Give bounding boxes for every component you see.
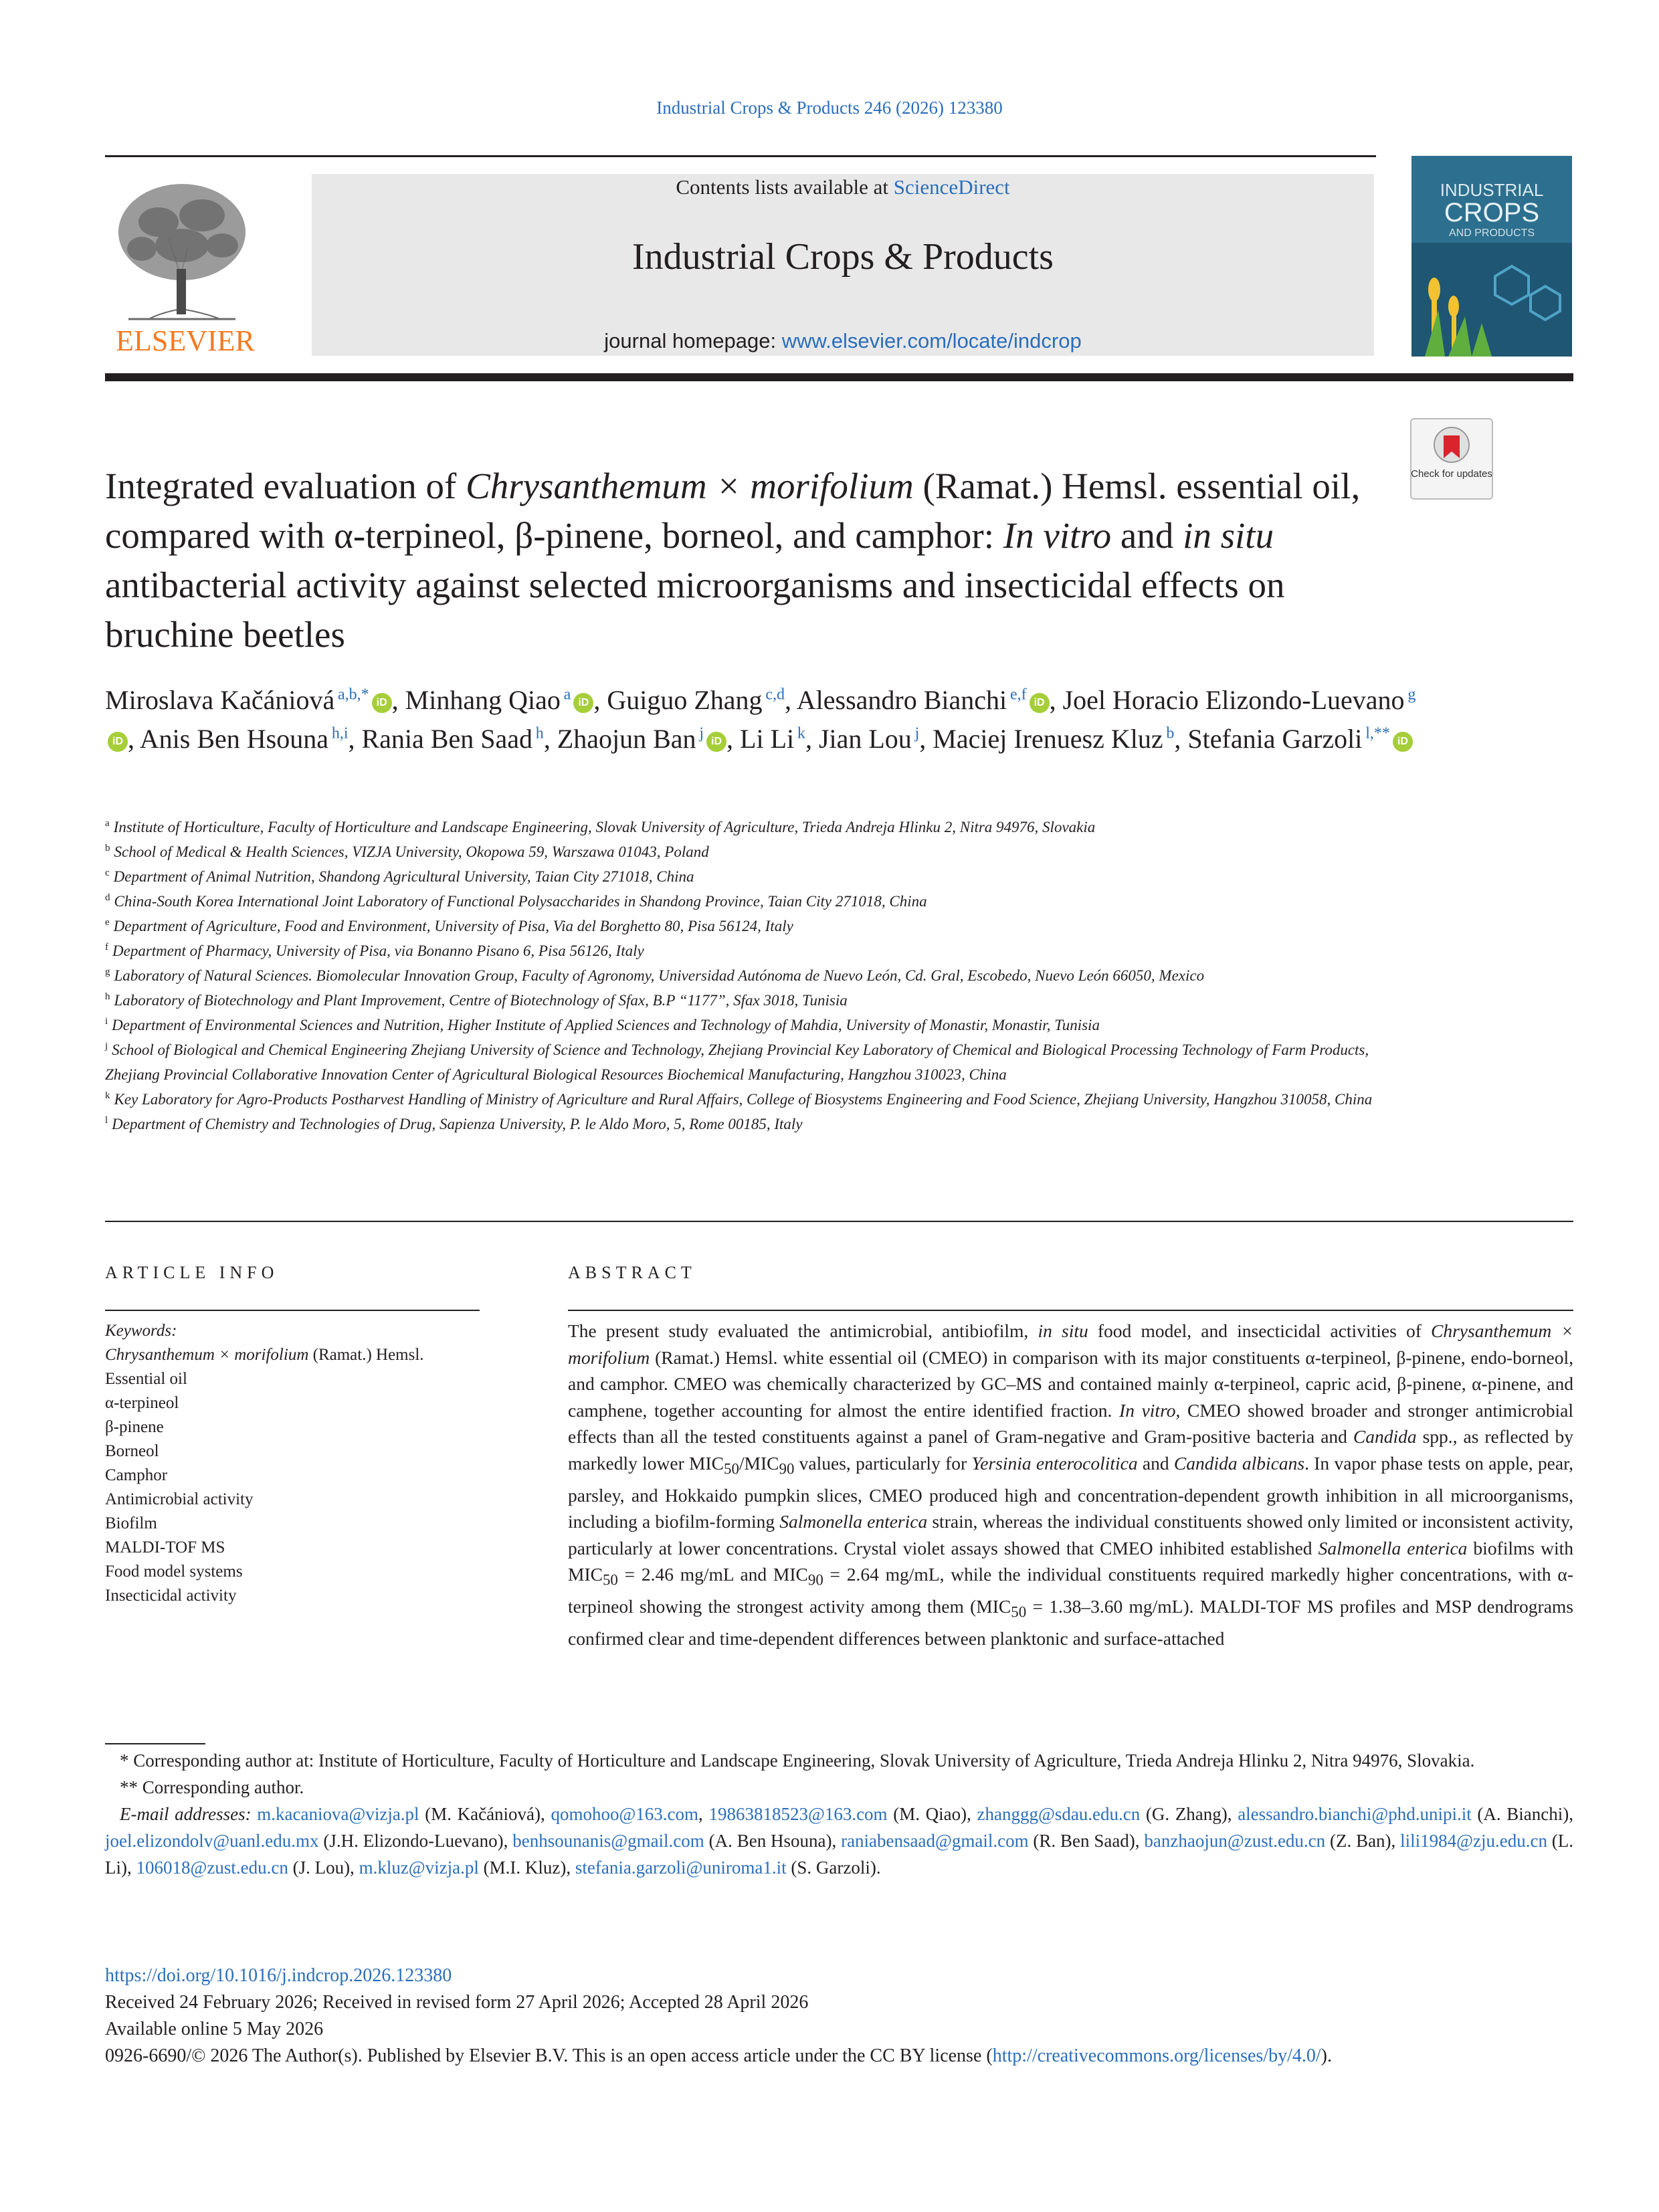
- author[interactable]: [557, 724, 726, 754]
- email-link[interactable]: banzhaojun@zust.edu.cn: [1144, 1831, 1326, 1851]
- author[interactable]: [819, 724, 919, 754]
- title-species: Chrysanthemum × morifolium: [466, 466, 914, 506]
- corresponding-author-note: * Corresponding author at: Institute of Horticulture, Faculty of Horticulture and Landscape Engineering, Slovak University of Agriculture, Trieda Andreja Hlinku 2, Nitra 94976, Slovakia.: [120, 1750, 1475, 1771]
- author[interactable]: [405, 685, 594, 715]
- author-affiliation-marker[interactable]: a: [560, 686, 571, 704]
- email-link[interactable]: benhsounanis@gmail.com: [512, 1831, 704, 1851]
- article-title: [105, 462, 1416, 660]
- crossmark-label: Check for updates: [1411, 468, 1492, 480]
- email-link[interactable]: alessandro.bianchi@phd.unipi.it: [1238, 1804, 1472, 1824]
- section-rule: [105, 1221, 1573, 1222]
- affiliation-item: [105, 988, 1376, 1013]
- affiliation-text: Laboratory of Biotechnology and Plant Improvement, Centre of Biotechnology of Sfax, B.P “1177”, Sfax 3018, Tunisia: [114, 992, 848, 1009]
- elsevier-logo[interactable]: [102, 175, 269, 356]
- affiliation-item: [105, 864, 1376, 889]
- keyword-item: Insecticidal activity: [105, 1587, 237, 1605]
- title-in-vitro: In vitro: [1003, 515, 1112, 556]
- homepage-prefix: journal homepage:: [604, 329, 782, 353]
- keyword-item: β-pinene: [105, 1418, 164, 1436]
- keyword-item: [105, 1343, 480, 1367]
- affiliation-item: [105, 839, 1376, 864]
- elsevier-wordmark: ELSEVIER: [116, 324, 255, 356]
- author[interactable]: [140, 724, 349, 754]
- author-name[interactable]: Alessandro Bianchi: [796, 685, 1007, 715]
- footnote-rule: [105, 1743, 205, 1744]
- email-link[interactable]: m.kacaniova@vizja.pl: [257, 1804, 419, 1824]
- affiliation-text: Department of Pharmacy, University of Pisa, via Bonanno Pisano 6, Pisa 56126, Italy: [112, 942, 644, 959]
- author-name[interactable]: Minhang Qiao: [405, 685, 561, 715]
- journal-cover-thumbnail[interactable]: [1411, 156, 1572, 357]
- orcid-icon[interactable]: iD: [1393, 732, 1413, 752]
- author[interactable]: [362, 724, 544, 754]
- author-list: Miroslava Kačániová $^{a,b,*}$ iD , Minhang Qiao $^a$ iD , Guiguo Zhang $^{c,d}$, Alessandro Bianchi $^{e,f}$ iD , Joel Horacio Elizondo-Luevano $^g$iD , Anis Ben Hsouna $^{h,i}$, Rania Ben Saad $^h$, Zhaojun Ban $^j$ iD , Li Li $^k$, Jian Lou $^j$, Maciej Irenuesz Kluz $^b$, Stefania Garzoli $^{l,**}$ iD: [105, 685, 1416, 754]
- affiliation-item: [105, 1037, 1376, 1087]
- author[interactable]: [797, 685, 1050, 715]
- title-part-3: antibacterial activity against selected microorganisms and insecticidal effects on bruchine beetles: [105, 565, 1285, 655]
- keywords-label: Keywords:: [105, 1322, 177, 1340]
- author-name[interactable]: Li Li: [740, 724, 795, 754]
- author[interactable]: [933, 724, 1174, 754]
- keyword-item: Food model systems: [105, 1563, 243, 1581]
- affiliation-letter: f: [105, 942, 108, 953]
- keyword-list: [105, 1367, 480, 1608]
- keyword-species: Chrysanthemum × morifolium: [105, 1346, 309, 1364]
- available-online: Available online 5 May 2026: [105, 2019, 324, 2039]
- title-in-situ: in situ: [1183, 515, 1274, 556]
- affiliation-text: Department of Environmental Sciences and Nutrition, Higher Institute of Applied Sciences and Technology of Mahdia, University of Monastir, Monastir, Tunisia: [112, 1017, 1100, 1033]
- email-link[interactable]: 106018@zust.edu.cn: [136, 1857, 288, 1878]
- author-affiliation-marker[interactable]: e,f: [1007, 686, 1027, 704]
- keyword-item: Biofilm: [105, 1514, 157, 1532]
- journal-name: Industrial Crops & Products: [632, 236, 1054, 278]
- received-dates: Received 24 February 2026; Received in revised form 27 April 2026; Accepted 28 April 2026: [105, 1992, 809, 2013]
- affiliation-text: Laboratory of Natural Sciences. Biomolecular Innovation Group, Faculty of Agronomy, Universidad Autónoma de Nuevo León, Cd. Gral, Escobedo, Nuevo León 66050, Mexico: [114, 967, 1205, 984]
- email-link[interactable]: stefania.garzoli@uniroma1.it: [575, 1857, 787, 1878]
- affiliation-text: Department of Chemistry and Technologies of Drug, Sapienza University, P. le Aldo Moro, 5, Rome 00185, Italy: [112, 1116, 803, 1132]
- keyword-item: Essential oil: [105, 1370, 187, 1388]
- journal-cover-image: [1411, 156, 1572, 357]
- keyword-item: α-terpineol: [105, 1394, 179, 1412]
- abstract-text: The present study evaluated the antimicrobial, antibiofilm, in situ food model, and insecticidal activities of Chrysanthemum × morifolium (Ramat.) Hemsl. white essential oil (CMEO) in comparison with its major constituents α-terpineol, β-pinene, endo-borneol, and camphor. CMEO was chemically characterized by GC–MS and contained mainly α-terpineol, capric acid, β-pinene, α-pinene, and camphene, together accounting for almost the entire identified fraction. In vitro, CMEO showed broader and stronger antimicrobial effects than all the tested constituents against a panel of Gram-negative and Gram-positive bacteria and Candida spp., as reflected by markedly lower $MIC_{50}/MIC_{90}$ values, particularly for Yersinia enterocolitica and Candida albicans. In vapor phase tests on apple, pear, parsley, and Hokkaido pumpkin slices, CMEO produced high and concentration-dependent growth inhibition in all microorganisms, including a biofilm-forming Salmonella enterica strain, whereas the individual constituents showed only limited or inconsistent activity, particularly at lower concentrations. Crystal violet assays showed that CMEO inhibited established Salmonella enterica biofilms with $MIC_{50} = 2.46$ mg/mL and $MIC_{90} = 2.64$ mg/mL, while the individual constituents required markedly higher concentrations, with α-terpineol showing the strongest activity among them ($MIC_{50} = 1.38-3.60$ mg/mL). MALDI-TOF MS profiles and MSP dendrograms confirmed clear and time-dependent differences between planktonic and surface-attached: [568, 1320, 1574, 1649]
- author-affiliation-marker[interactable]: k: [794, 724, 805, 742]
- orcid-icon[interactable]: iD: [372, 693, 392, 713]
- cover-title-3: AND PRODUCTS: [1448, 227, 1535, 239]
- abstract-rule: [568, 1310, 1573, 1311]
- author[interactable]: [105, 685, 392, 715]
- affiliation-letter: h: [105, 991, 110, 1003]
- author-name[interactable]: Guiguo Zhang: [607, 685, 763, 715]
- author-affiliation-marker[interactable]: c,d: [762, 686, 785, 704]
- email-addresses: E-mail addresses: m.kacaniova@vizja.pl (M. Kačániová), qomohoo@163.com, 19863818523@163.com (M. Qiao), zhanggg@sdau.edu.cn (G. Zhang), alessandro.bianchi@phd.unipi.it (A. Bianchi), joel.elizondolv@uanl.edu.mx (J.H. Elizondo-Luevano), benhsounanis@gmail.com (A. Ben Hsouna), raniabensaad@gmail.com (R. Ben Saad), banzhaojun@zust.edu.cn (Z. Ban), lili1984@zju.edu.cn (L. Li), 106018@zust.edu.cn (J. Lou), m.kluz@vizja.pl (M.I. Kluz), stefania.garzoli@uniroma1.it (S. Garzoli).: [105, 1804, 1574, 1878]
- doi-link[interactable]: https://doi.org/10.1016/j.indcrop.2026.123380: [105, 1965, 452, 1986]
- author-affiliation-marker[interactable]: b: [1163, 724, 1175, 742]
- affiliation-letter: e: [105, 917, 110, 928]
- masthead-rule: [105, 373, 1573, 381]
- cover-title-1: INDUSTRIAL: [1440, 180, 1544, 200]
- affiliation-list: [105, 815, 1376, 1136]
- author-affiliation-marker[interactable]: j: [696, 724, 704, 742]
- affiliation-item: [105, 1087, 1376, 1112]
- email-link[interactable]: m.kluz@vizja.pl: [359, 1857, 479, 1878]
- orcid-icon[interactable]: iD: [1030, 693, 1050, 713]
- affiliation-text: China-South Korea International Joint Laboratory of Functional Polysaccharides in Shandong Province, Taian City 271018, China: [114, 893, 927, 910]
- orcid-icon[interactable]: iD: [108, 732, 128, 752]
- author-affiliation-marker[interactable]: g: [1404, 686, 1416, 704]
- title-part-2: (Ramat.) Hemsl. essential oil, compared with α-terpineol, β-pinene, borneol, and camphor:: [105, 466, 1361, 556]
- author-name[interactable]: Jian Lou: [818, 724, 912, 754]
- author-name[interactable]: Zhaojun Ban: [557, 724, 696, 754]
- email-link[interactable]: joel.elizondolv@uanl.edu.mx: [105, 1831, 319, 1851]
- contents-prefix: Contents lists available at: [676, 175, 894, 199]
- affiliation-text: Key Laboratory for Agro-Products Postharvest Handling of Ministry of Agriculture and Rural Affairs, College of Biosystems Engineering and Food Science, Zhejiang University, Hangzhou 310058, China: [114, 1091, 1373, 1108]
- author[interactable]: [740, 724, 805, 754]
- orcid-icon[interactable]: iD: [573, 693, 593, 713]
- title-part-1: Integrated evaluation of: [105, 466, 466, 506]
- affiliation-letter: i: [105, 1016, 108, 1027]
- author-name[interactable]: Rania Ben Saad: [361, 724, 532, 754]
- author-name[interactable]: Miroslava Kačániová: [105, 685, 335, 715]
- author[interactable]: [1187, 724, 1412, 754]
- affiliation-item: [105, 1013, 1376, 1037]
- author-affiliation-marker[interactable]: a,b,*: [334, 686, 369, 704]
- check-for-updates-button[interactable]: [1410, 418, 1493, 500]
- title-and: and: [1111, 515, 1183, 556]
- journal-citation-link[interactable]: Industrial Crops & Products 246 (2026) 123380: [656, 98, 1003, 118]
- sciencedirect-link[interactable]: ScienceDirect: [893, 175, 1010, 199]
- keyword-item: MALDI-TOF MS: [105, 1538, 225, 1556]
- footnotes: [105, 1747, 1573, 1881]
- author-affiliation-marker[interactable]: h,i: [328, 724, 349, 742]
- affiliation-item: [105, 963, 1376, 988]
- affiliation-item: [105, 1112, 1376, 1136]
- journal-homepage-link[interactable]: www.elsevier.com/locate/indcrop: [781, 329, 1082, 353]
- keyword-species-suffix: (Ramat.) Hemsl.: [308, 1346, 424, 1364]
- affiliation-letter: j: [105, 1041, 108, 1052]
- author-name[interactable]: Maciej Irenuesz Kluz: [933, 724, 1163, 754]
- email-link[interactable]: raniabensaad@gmail.com: [841, 1831, 1029, 1851]
- affiliation-letter: l: [105, 1115, 108, 1126]
- email-link[interactable]: zhanggg@sdau.edu.cn: [977, 1804, 1141, 1824]
- email-link[interactable]: 19863818523@163.com: [708, 1804, 888, 1824]
- author-affiliation-marker[interactable]: h: [532, 724, 544, 742]
- article-info-rule: [105, 1310, 480, 1311]
- article-info-heading: ARTICLE INFO: [105, 1263, 279, 1282]
- crossmark-icon: [1411, 419, 1492, 498]
- author-affiliation-marker[interactable]: l,**: [1362, 724, 1390, 742]
- license-link[interactable]: http://creativecommons.org/licenses/by/4.0/: [992, 2045, 1321, 2066]
- contents-line: [312, 175, 1374, 199]
- author-affiliation-marker[interactable]: j: [911, 724, 920, 742]
- homepage-line: [312, 329, 1374, 353]
- affiliation-letter: k: [105, 1090, 110, 1102]
- author[interactable]: [607, 685, 785, 715]
- affiliation-item: [105, 815, 1376, 839]
- email-link[interactable]: qomohoo@163.com: [551, 1804, 699, 1824]
- elsevier-tree-icon: [102, 175, 269, 356]
- affiliation-text: Department of Agriculture, Food and Environment, University of Pisa, Via del Borghetto 80, Pisa 56124, Italy: [113, 918, 793, 934]
- affiliation-letter: a: [105, 818, 110, 829]
- license-line: 0926-6690/© 2026 The Author(s). Published by Elsevier B.V. This is an open access article under the CC BY license (http://creativecommons.org/licenses/by/4.0/).: [105, 2045, 1332, 2066]
- affiliation-letter: g: [105, 967, 110, 978]
- affiliation-letter: c: [105, 868, 110, 879]
- author-name[interactable]: Anis Ben Hsouna: [139, 724, 329, 754]
- email-link[interactable]: lili1984@zju.edu.cn: [1400, 1831, 1547, 1851]
- affiliation-item: [105, 889, 1376, 914]
- affiliation-letter: d: [105, 892, 110, 904]
- publication-info: [105, 1963, 1573, 2070]
- keyword-item: Camphor: [105, 1466, 168, 1484]
- affiliation-text: School of Medical & Health Sciences, VIZJA University, Okopowa 59, Warszawa 01043, Poland: [114, 843, 709, 860]
- keyword-item: Borneol: [105, 1442, 159, 1460]
- keywords-block: [105, 1319, 480, 1608]
- orcid-icon[interactable]: iD: [706, 732, 726, 752]
- corresponding-author-note-2: ** Corresponding author.: [120, 1777, 304, 1797]
- cover-title-2: CROPS: [1444, 198, 1540, 227]
- affiliation-text: Department of Animal Nutrition, Shandong Agricultural University, Taian City 271018, China: [113, 868, 694, 885]
- email-label: E-mail addresses:: [120, 1804, 252, 1824]
- affiliation-item: [105, 938, 1376, 963]
- header-rule: [105, 155, 1376, 157]
- author-name[interactable]: Joel Horacio Elizondo-Luevano: [1062, 685, 1405, 715]
- keyword-item: Antimicrobial activity: [105, 1490, 254, 1508]
- affiliation-letter: b: [105, 843, 110, 854]
- affiliation-item: [105, 914, 1376, 938]
- author-name[interactable]: Stefania Garzoli: [1187, 724, 1363, 754]
- abstract-heading: ABSTRACT: [568, 1263, 696, 1282]
- affiliation-text: Institute of Horticulture, Faculty of Horticulture and Landscape Engineering, Slovak University of Agriculture, Trieda Andreja Hlinku 2, Nitra 94976, Slovakia: [113, 819, 1096, 835]
- affiliation-text: School of Biological and Chemical Engineering Zhejiang University of Science and Technology, Zhejiang Provincial Key Laboratory of Chemical and Biological Processing Technology of Farm Products, Zhejiang Provincial Collaborative Innovation Center of Agricultural Biological Resources Biochemical Manufacturing, Hangzhou 310023, China: [105, 1041, 1369, 1083]
